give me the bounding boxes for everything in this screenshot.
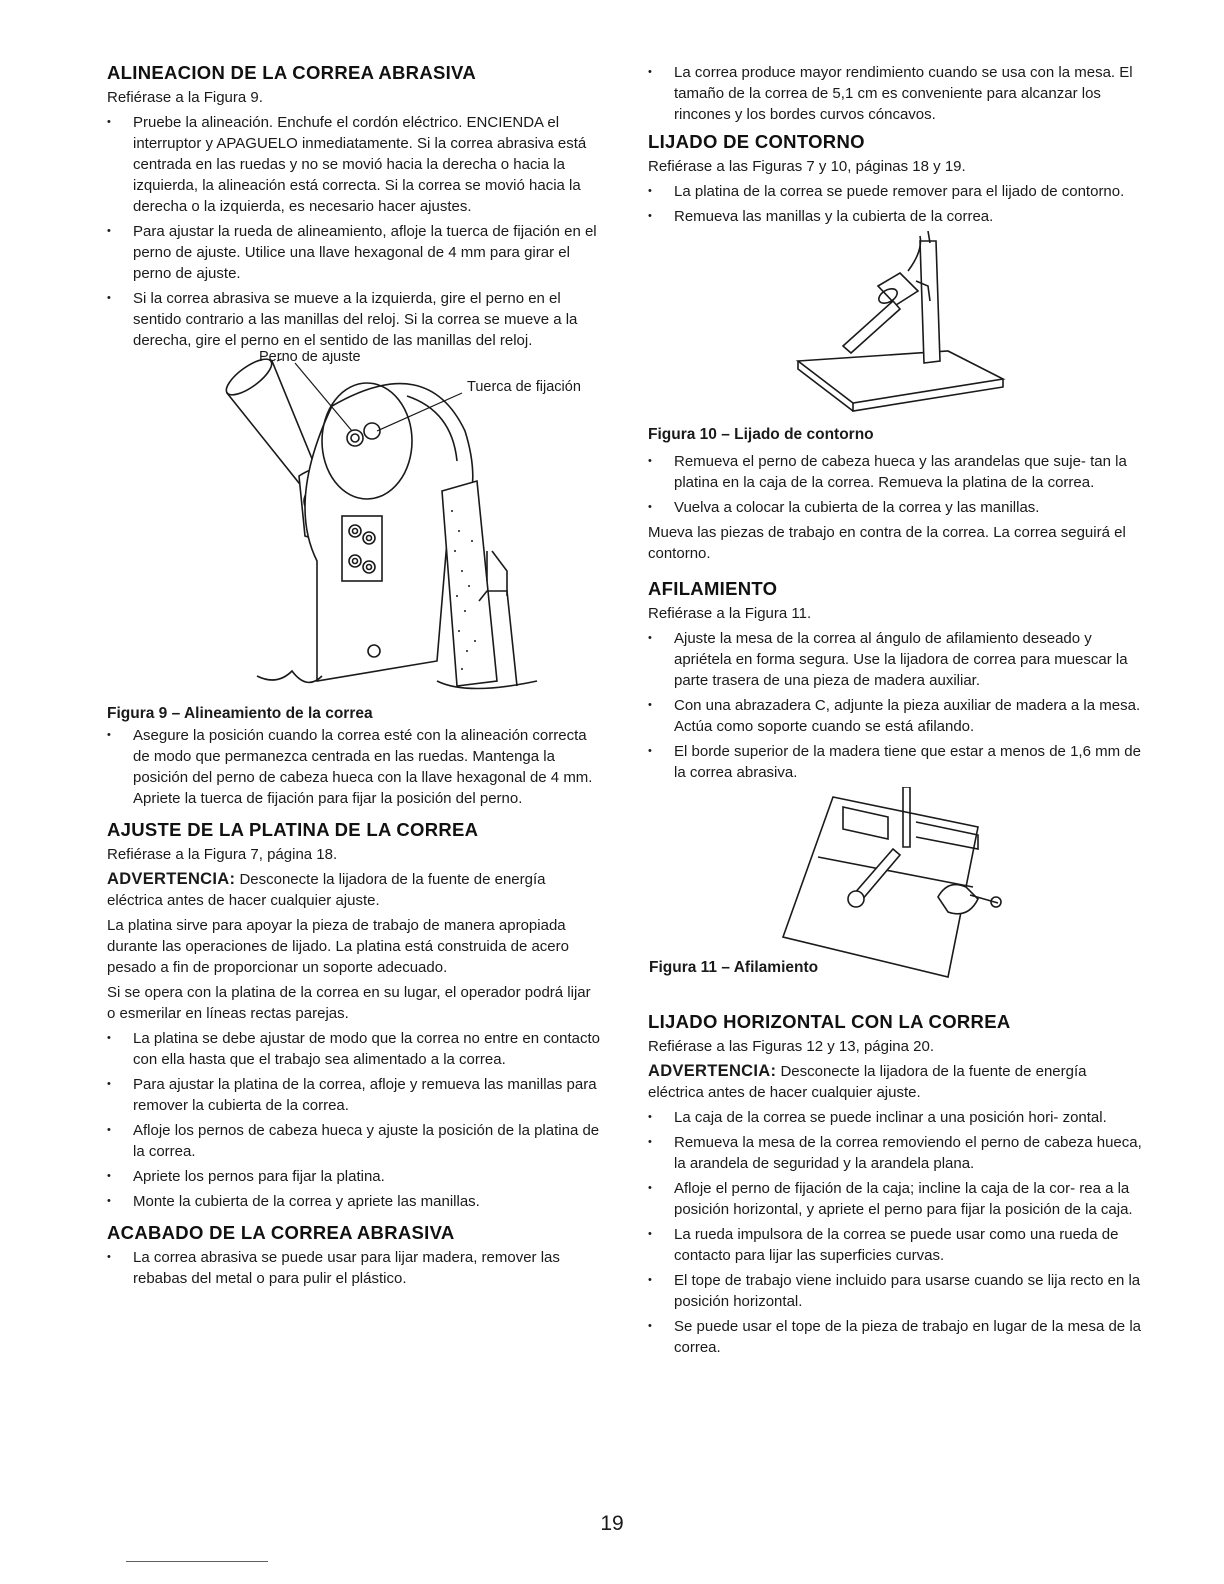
list-item: • El tope de trabajo viene incluido para usarse cuando se lija recto en la posición horizontal.: [648, 1270, 1144, 1312]
right-column: [648, 62, 1144, 1362]
bullet-list: [648, 628, 1144, 783]
figure-10: [648, 231, 1144, 443]
section-ref: Refiérase a las Figuras 7 y 10, páginas 18 y 19.: [648, 158, 966, 175]
list-item: • Vuelva a colocar la cubierta de la correa y las manillas.: [648, 497, 1144, 518]
belt-alignment-illustration: [107, 351, 602, 696]
bullet-list: [648, 62, 1144, 125]
bullet-list: [648, 1107, 1144, 1358]
list-item: • La caja de la correa se puede inclinar a una posición hori- zontal.: [648, 1107, 1144, 1128]
list-item: • Apriete los pernos para fijar la platina.: [107, 1166, 602, 1187]
section-acabado: [107, 1222, 602, 1289]
warning-paragraph: [107, 869, 602, 911]
bullet-list: [648, 451, 1144, 518]
list-item: • Con una abrazadera C, adjunte la pieza auxiliar de madera a la mesa. Actúa como soporte cuando se está afilando.: [648, 695, 1144, 737]
list-item: • Afloje los pernos de cabeza hueca y ajuste la posición de la platina de la correa.: [107, 1120, 602, 1162]
list-item: • Si la correa abrasiva se mueve a la izquierda, gire el perno en el sentido contrario a las manillas del reloj. Si la correa se mueve a la derecha, gire el perno en el sentido de las manillas del reloj.: [107, 288, 602, 351]
section-title-contorno: LIJADO DE CONTORNO: [648, 131, 865, 152]
bullet-list: [107, 1247, 602, 1289]
figure-11: [648, 787, 1144, 1005]
section-ajuste-platina: [107, 819, 602, 1212]
section-ref: Refiérase a la Figura 11.: [648, 605, 812, 622]
section-lijado-horizontal: [648, 1011, 1144, 1358]
list-item: • Se puede usar el tope de la pieza de trabajo en lugar de la mesa de la correa.: [648, 1316, 1144, 1358]
label-perno-de-ajuste: Perno de ajuste: [259, 351, 361, 365]
section-title-alineacion: ALINEACION DE LA CORREA ABRASIVA: [107, 62, 476, 83]
contour-sanding-illustration: [648, 231, 1144, 417]
section-afilamiento: [648, 578, 1144, 1005]
figure-11-caption: Figura 11 – Afilamiento: [649, 959, 819, 976]
figure-9-caption: Figura 9 – Alineamiento de la correa: [107, 705, 373, 722]
list-item: • Ajuste la mesa de la correa al ángulo de afilamiento deseado y apriétela en forma segura. Use la lijadora de correa para muescar la parte trasera de una pieza de madera auxiliar.: [648, 628, 1144, 691]
section-title-ajuste: AJUSTE DE LA PLATINA DE LA CORREA: [107, 819, 479, 840]
section-ref: Refiérase a las Figuras 12 y 13, página 20.: [648, 1038, 935, 1055]
warning-text: Desconecte la lijadora de la fuente de energía eléctrica antes de hacer cualquier ajuste.: [648, 1063, 1087, 1101]
bullet-list: [107, 112, 602, 351]
warning-paragraph: [648, 1061, 1144, 1103]
list-item: • Remueva el perno de cabeza hueca y las arandelas que suje- tan la platina en la caja de la correa. Remueva la platina de la correa.: [648, 451, 1144, 493]
warning-text: Desconecte la lijadora de la fuente de energía eléctrica antes de hacer cualquier ajuste.: [107, 871, 546, 909]
list-item: • La correa abrasiva se puede usar para lijar madera, remover las rebabas del metal o para pulir el plástico.: [107, 1247, 602, 1289]
section-ref: Refiérase a la Figura 9.: [107, 89, 263, 106]
section-title-acabado: ACABADO DE LA CORREA ABRASIVA: [107, 1222, 455, 1243]
bullet-list: [648, 181, 1144, 227]
list-item: • Para ajustar la platina de la correa, afloje y remueva las manillas para remover la cubierta de la correa.: [107, 1074, 602, 1116]
figure-10-caption: Figura 10 – Lijado de contorno: [648, 426, 874, 443]
list-item: • Asegure la posición cuando la correa esté con la alineación correcta de modo que permanezca centrada en las ruedas. Mantenga la posición del perno de cabeza hueca con la llave hexagonal de 4 mm. Apriete la tuerca de fijación para fijar la posición del perno.: [107, 725, 602, 809]
list-item: • Afloje el perno de fijación de la caja; incline la caja de la cor- rea a la posición horizontal, y apriete el perno para fijar la posición de la caja.: [648, 1178, 1144, 1220]
warning-label: ADVERTENCIA:: [107, 870, 236, 888]
warning-label: ADVERTENCIA:: [648, 1062, 777, 1080]
section-ref: Refiérase a la Figura 7, página 18.: [107, 846, 338, 863]
section-lijado-contorno: [648, 131, 1144, 564]
left-column: [107, 62, 602, 1293]
list-item: • Remueva las manillas y la cubierta de la correa.: [648, 206, 1144, 227]
list-item: • La rueda impulsora de la correa se puede usar como una rueda de contacto para lijar las superficies curvas.: [648, 1224, 1144, 1266]
list-item: • Para ajustar la rueda de alineamiento, afloje la tuerca de fijación en el perno de ajuste. Utilice una llave hexagonal de 4 mm para girar el perno de ajuste.: [107, 221, 602, 284]
bullet-list: [107, 725, 602, 809]
paragraph: Mueva las piezas de trabajo en contra de la correa. La correa seguirá el contorno.: [648, 524, 1126, 562]
list-item: • La platina de la correa se puede remover para el lijado de contorno.: [648, 181, 1144, 202]
section-title-horizontal: LIJADO HORIZONTAL CON LA CORREA: [648, 1011, 1011, 1032]
list-item: • La correa produce mayor rendimiento cuando se usa con la mesa. El tamaño de la correa de 5,1 cm es conveniente para alcanzar los rincones y los bordes curvos cóncavos.: [648, 62, 1144, 125]
list-item: • Remueva la mesa de la correa removiendo el perno de cabeza hueca, la arandela de seguridad y la arandela plana.: [648, 1132, 1144, 1174]
list-item: • Monte la cubierta de la correa y apriete las manillas.: [107, 1191, 602, 1212]
list-item: • El borde superior de la madera tiene que estar a menos de 1,6 mm de la correa abrasiva.: [648, 741, 1144, 783]
list-item: • Pruebe la alineación. Enchufe el cordón eléctrico. ENCIENDA el interruptor y APAGUELO inmediatamente. Si la correa abrasiva está centrada en las ruedas y no se movió hacia la derecha o hacia la izquierda, la alineación está correcta. Si la correa se movió hacia la derecha o la izquierda, es necesario hacer ajustes.: [107, 112, 602, 217]
list-item: • La platina se debe ajustar de modo que la correa no entre en contacto con ella hasta que el trabajo sea alimentado a la correa.: [107, 1028, 602, 1070]
figure-9: [107, 351, 602, 722]
paragraph: La platina sirve para apoyar la pieza de trabajo de manera apropiada durante las operaciones de lijado. La platina está construida de acero pesado a fin de proporcionar un soporte adecuado.: [107, 917, 569, 976]
footer-rule: [126, 1561, 268, 1562]
label-tuerca-de-fijacion: Tuerca de fijación: [467, 379, 581, 395]
page-number: 19: [600, 1512, 624, 1535]
section-title-afilamiento: AFILAMIENTO: [648, 578, 778, 599]
paragraph: Si se opera con la platina de la correa en su lugar, el operador podrá lijar o esmerilar en líneas rectas parejas.: [107, 984, 591, 1022]
bullet-list: [107, 1028, 602, 1212]
